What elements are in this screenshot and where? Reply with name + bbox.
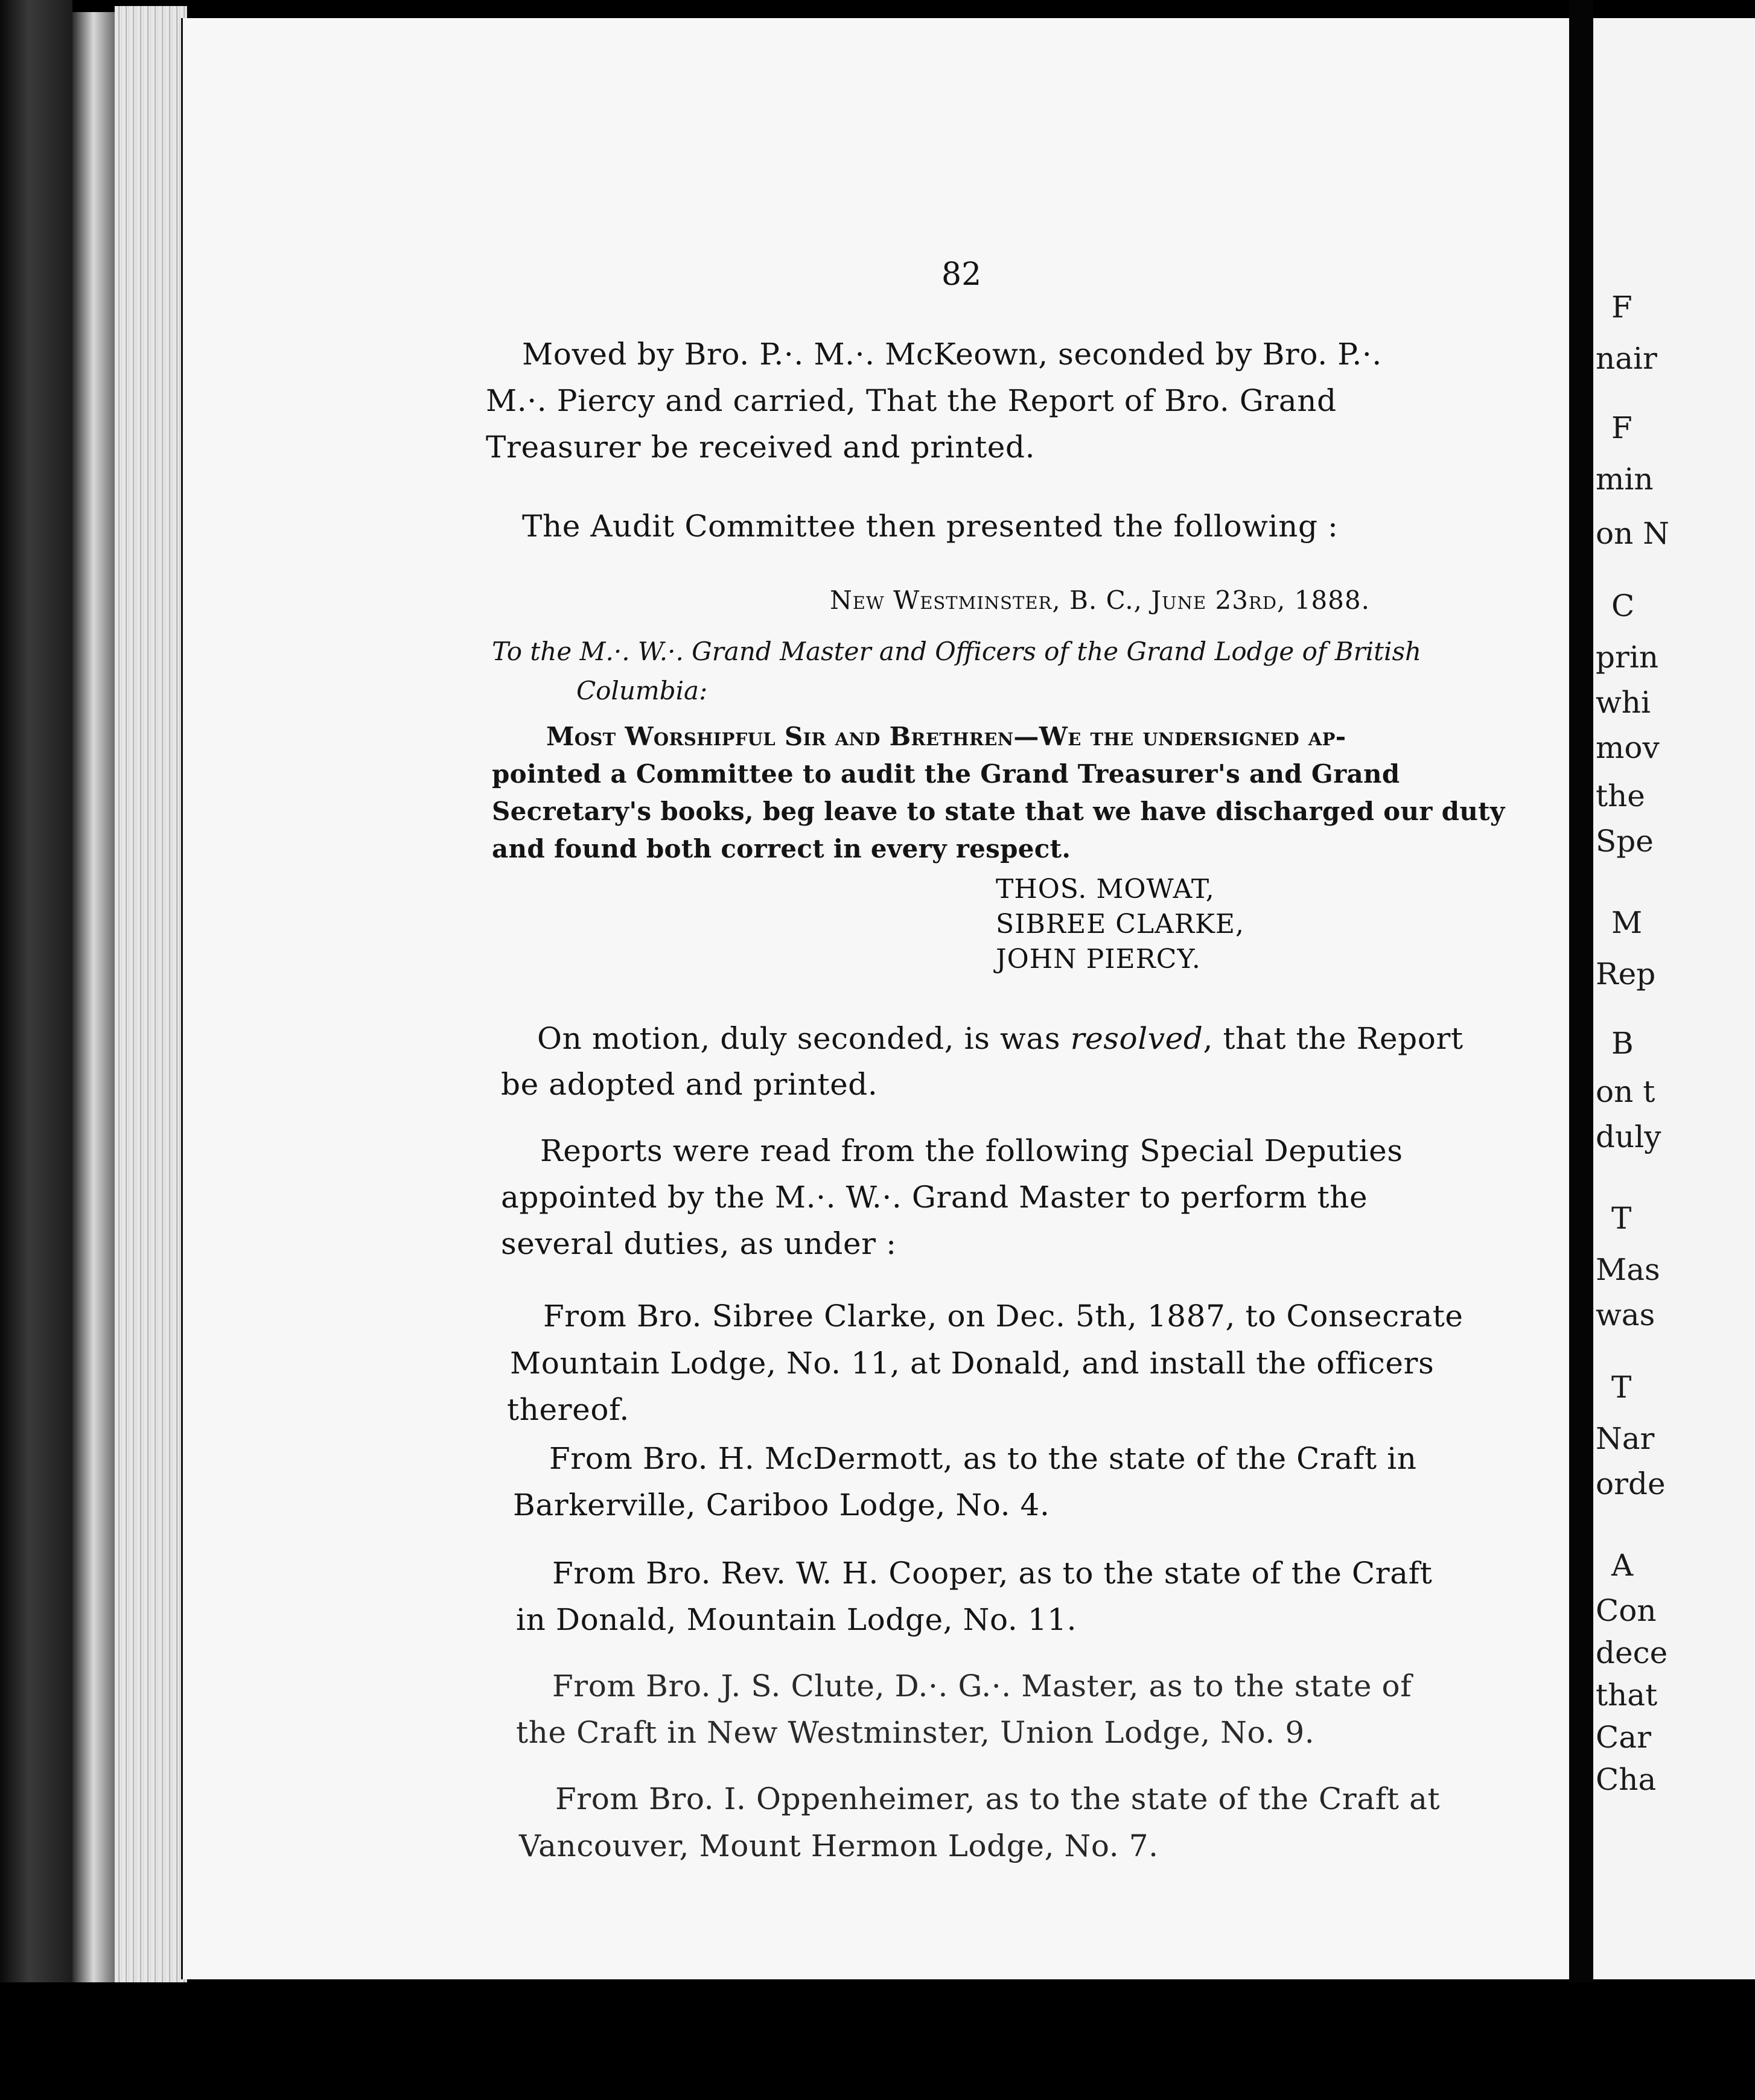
report-3-line-1: From Bro. Rev. W. H. Cooper, as to the state of the Craft [552, 1556, 1433, 1591]
next-page-fragment: Rep [1596, 956, 1656, 991]
next-page-fragment: duly [1596, 1119, 1661, 1154]
signatory-2: SIBREE CLARKE, [996, 909, 1244, 940]
next-page-fragment: A [1611, 1548, 1634, 1583]
scan-bottom-border [0, 1982, 1755, 2100]
motion-line-3: Treasurer be received and printed. [486, 430, 1036, 465]
next-page-fragment: M [1611, 905, 1643, 940]
signatory-3: JOHN PIERCY. [996, 944, 1201, 975]
audit-body-line-4: and found both correct in every respect. [492, 834, 1071, 864]
next-page-fragment: on N [1596, 516, 1669, 551]
next-page-fragment: T [1611, 1370, 1632, 1405]
next-page-fragment: nair [1596, 341, 1657, 376]
audit-body-line-2: pointed a Committee to audit the Grand Treasurer's and Grand [492, 759, 1400, 789]
audit-addressee-line-2: Columbia: [576, 676, 708, 705]
report-1-line-1: From Bro. Sibree Clarke, on Dec. 5th, 1887, to Consecrate [543, 1299, 1464, 1334]
next-page-partial [1593, 18, 1755, 1979]
next-page-fragment: B [1611, 1026, 1634, 1061]
next-page-fragment: orde [1596, 1466, 1666, 1501]
deputies-intro-line-2: appointed by the M.·. W.·. Grand Master to perform the [501, 1180, 1368, 1215]
book-spine-edge [72, 12, 115, 2076]
audit-intro: The Audit Committee then presented the following : [522, 509, 1339, 544]
next-page-fragment: whi [1596, 685, 1651, 720]
next-page-fragment: Mas [1596, 1252, 1660, 1287]
resolution-text-a: On motion, duly seconded, is was [537, 1021, 1071, 1056]
deputies-intro-line-1: Reports were read from the following Special Deputies [540, 1133, 1403, 1168]
next-page-fragment: C [1611, 588, 1635, 623]
next-page-fragment: prin [1596, 640, 1659, 675]
report-2-line-2: Barkerville, Cariboo Lodge, No. 4. [513, 1488, 1050, 1522]
report-4-line-2: the Craft in New Westminster, Union Lodge, No. 9. [516, 1715, 1315, 1750]
page-stack-edge [115, 6, 187, 2016]
report-2-line-1: From Bro. H. McDermott, as to the state of the Craft in [549, 1441, 1417, 1476]
book-cover-edge [0, 0, 72, 2100]
next-page-fragment: the [1596, 778, 1645, 813]
next-page-fragment: min [1596, 462, 1654, 497]
next-page-fragment: F [1611, 290, 1632, 325]
page-number: 82 [941, 256, 982, 293]
signatory-1: THOS. MOWAT, [996, 874, 1215, 905]
report-4-line-1: From Bro. J. S. Clute, D.·. G.·. Master, as to the state of [552, 1669, 1412, 1704]
next-page-fragment: Cha [1596, 1762, 1657, 1797]
next-page-fragment: that [1596, 1678, 1658, 1713]
report-5-line-1: From Bro. I. Oppenheimer, as to the state of the Craft at [555, 1781, 1441, 1816]
signatories [996, 872, 1244, 977]
next-page-fragment: T [1611, 1201, 1632, 1236]
book-gutter [1569, 0, 1593, 2100]
next-page-fragment: Spe [1596, 824, 1654, 859]
next-page-fragment: Nar [1596, 1421, 1655, 1456]
next-page-fragment: dece [1596, 1635, 1668, 1670]
next-page-fragment: mov [1596, 730, 1660, 765]
audit-place-date: New Westminster, B. C., June 23rd, 1888. [830, 585, 1370, 615]
next-page-fragment: Con [1596, 1593, 1657, 1628]
report-5-line-2: Vancouver, Mount Hermon Lodge, No. 7. [519, 1828, 1159, 1863]
motion-line-1: Moved by Bro. P.·. M.·. McKeown, seconded by Bro. P.·. [522, 337, 1382, 372]
motion-line-2: M.·. Piercy and carried, That the Report of Bro. Grand [486, 383, 1337, 418]
deputies-intro-line-3: several duties, as under : [501, 1226, 897, 1261]
audit-addressee-line-1: To the M.·. W.·. Grand Master and Officers of the Grand Lodge of British [492, 637, 1422, 666]
report-1-line-2: Mountain Lodge, No. 11, at Donald, and install the officers [510, 1346, 1435, 1381]
audit-body-line-1: Most Worshipful Sir and Brethren—We the undersigned ap- [546, 722, 1346, 751]
next-page-fragment: F [1611, 410, 1632, 445]
report-1-line-3: thereof. [507, 1392, 629, 1427]
next-page-fragment: Car [1596, 1720, 1651, 1755]
resolution-text-b: , that the Report [1203, 1021, 1464, 1056]
report-3-line-2: in Donald, Mountain Lodge, No. 11. [516, 1602, 1077, 1637]
resolution-line-1 [537, 1021, 1464, 1056]
audit-body-line-3: Secretary's books, beg leave to state that we have discharged our duty [492, 797, 1505, 826]
resolution-emphasis: resolved [1070, 1021, 1203, 1056]
next-page-fragment: was [1596, 1297, 1655, 1332]
resolution-line-2: be adopted and printed. [501, 1067, 878, 1102]
next-page-fragment: on t [1596, 1074, 1655, 1109]
